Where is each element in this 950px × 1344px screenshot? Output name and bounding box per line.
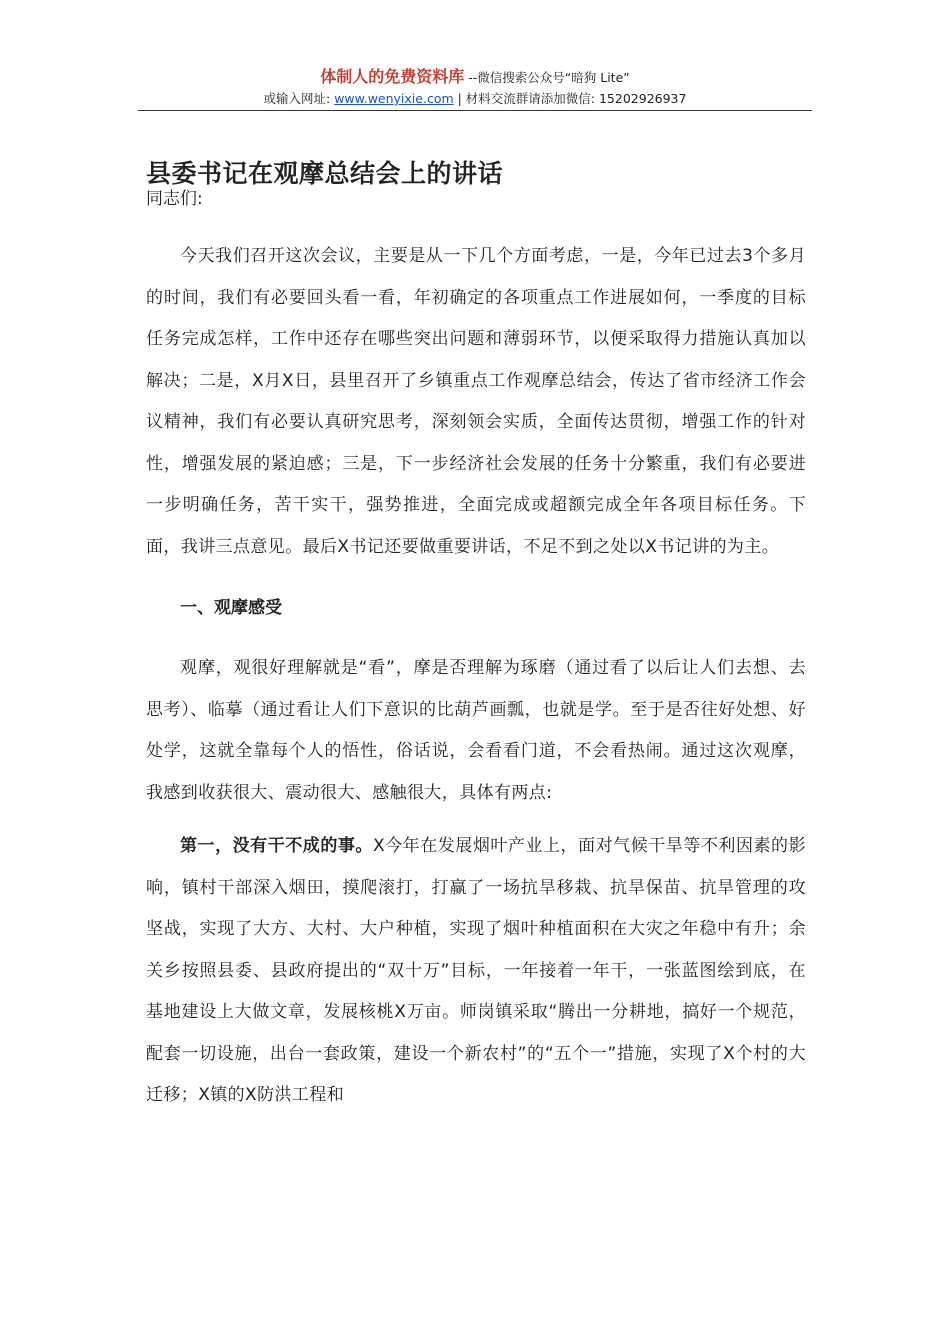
paragraph-intro: 今天我们召开这次会议，主要是从一下几个方面考虑，一是，今年已过去3个多月的时间，我们有必要回头看一看，年初确定的各项重点工作进展如何，一季度的目标任务完成怎样，工作中还存在哪些突出问题和薄弱环节，以便采取得力措施认真加以解决；二是，X月X日，县里召开了乡镇重点工作观摩总结会，传达了省市经济工作会议精神，我们有必要认真研究思考，深刻领会实质，全面传达贯彻，增强工作的针对性，增强发展的紧迫感；三是，下一步经济社会发展的任务十分繁重，我们有必要进一步明确任务，苦干实干，强势推进，全面完成或超额完成全年各项目标任务。下面，我讲三点意见。最后X书记还要做重要讲话，不足不到之处以X书记讲的为主。 xyxy=(146,246,806,557)
header-banner xyxy=(138,66,812,89)
section-heading: 一、观摩感受 xyxy=(180,598,282,618)
contact-info: | 材料交流群请添加微信: 15202926937 xyxy=(453,91,687,106)
page-header xyxy=(138,66,812,109)
first-point-text: X今年在发展烟叶产业上，面对气候干旱等不利因素的影响，镇村干部深入烟田，摸爬滚打，打赢了一场抗旱移栽、抗旱保苗、抗旱管理的攻坚战，实现了大方、大村、大户种植，实现了烟叶种植面积在大灾之年稳中有升；余关乡按照县委、县政府提出的“双十万”目标，一年接着一年干，一张蓝图绘到底，在基地建设上大做文章，发展核桃X万亩。师岗镇采取“腾出一分耕地，搞好一个规范，配套一切设施，出台一套政策，建设一个新农村”的“五个一”措施，实现了X个村的大迁移；X镇的X防洪工程和 xyxy=(146,836,806,1105)
header-tagline: --微信搜索公众号“暗狗 Lite” xyxy=(464,70,630,85)
website-link[interactable]: www.wenyixie.com xyxy=(334,91,454,106)
document-title: 县委书记在观摩总结会上的讲话 xyxy=(146,159,504,188)
header-contact-line xyxy=(138,89,812,109)
brand-name: 体制人的免费资料库 xyxy=(320,67,465,86)
document-body xyxy=(146,182,806,1117)
url-prefix: 或输入网址: xyxy=(263,91,335,106)
greeting: 同志们: xyxy=(146,189,203,209)
paragraph-observation: 观摩，观很好理解就是“看”，摩是否理解为琢磨（通过看了以后让人们去想、去思考）、临摹（通过看让人们下意识的比葫芦画瓢，也就是学。至于是否往好处想、好处学，这就全靠每个人的悟性，俗话说，会看看门道，不会看热闹。通过这次观摩，我感到收获很大、震动很大、感触很大，具体有两点: xyxy=(146,658,806,803)
first-point-lead: 第一，没有干不成的事。 xyxy=(180,836,373,856)
header-divider xyxy=(138,110,812,111)
paragraph-first-point xyxy=(146,826,806,1117)
